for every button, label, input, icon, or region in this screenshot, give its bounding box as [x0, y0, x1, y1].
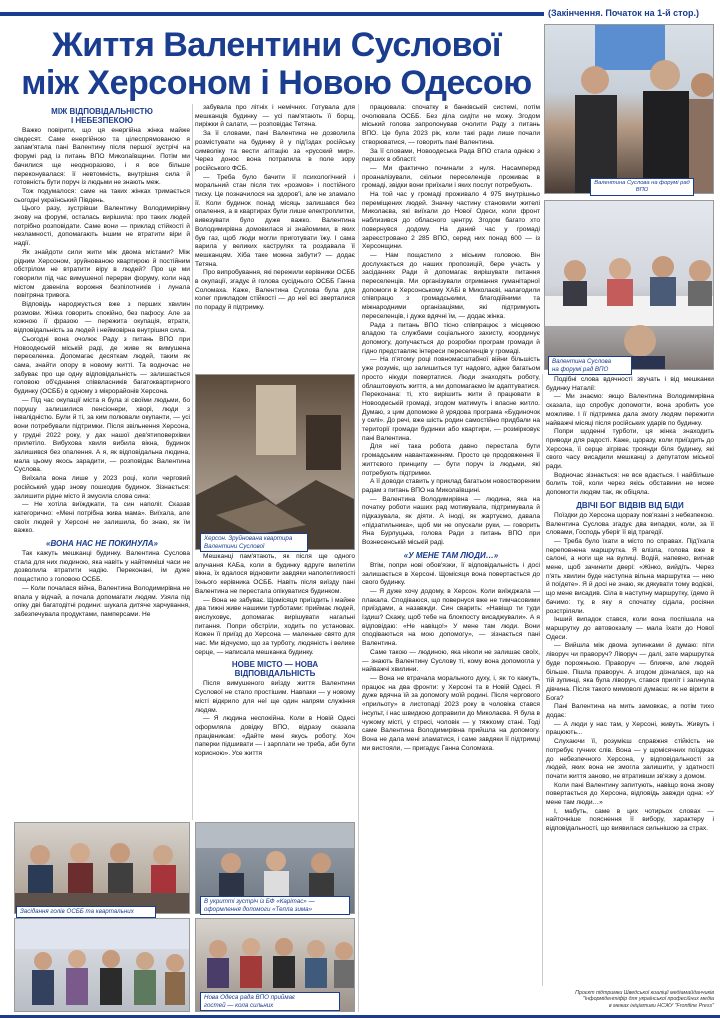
paragraph: Попри щоденні турботи, ця жінка знаходить приводи для радості. Каже, щоразу, коли приїздить до Херсона, її серце зігріває троянди біля будинку, які свого часу висадили мешканці з депутатом міської ради.	[546, 428, 714, 471]
subheading-new-city	[195, 660, 355, 678]
subheading-line: МІЖ ВІДПОВІДАЛЬНІСТЮ	[51, 107, 153, 116]
caption-shelter-meeting	[200, 896, 350, 915]
paragraph: Цього разу, зустрівши Валентину Володимирівну знову на форумі, осталась вирішила: про таких людей потрібно розповідати. Саме вони — приклад стійкості й незламності, допомагають іншим не втратити віри й надії.	[14, 205, 190, 248]
paragraph: Як знайдоти сили жити між двома містами? Між рідним Херсоном, зруйнованою квартирою й постійним обстрілом не втратити віру в людей? Про це ми говорили під час вимушеної перерви форуму, коли над містом дзвеніла ворожня безпілотників і лунала повітряна тривога.	[14, 248, 190, 300]
photo-council-guests	[14, 918, 190, 1012]
paragraph: — Вона не втрачала морального духу, і, як то кажуть, працює на два фронти: у Херсоні та в Новій Одесі. Я дуже вдячна їй за допомогу моїй родині. Після чергового «прильоту» в листопаді 2023 року в чоловіка стався інсульт, і нас швидкою доправили до Миколаєва. Я була в чужому місті, у стресі, чоловік — у тяжкому стані. Тоді саме Валентина Володимирівна прийшла на допомогу. Вона не дала мені зламатися, і саме завдяки її підтримці ми вистояли, — пригадує Ганна Соломаха.	[362, 675, 540, 752]
caption-council-line1: Нова Одеса рада ВПО приймає	[204, 994, 296, 1001]
paragraph: За її словами, Новоодеська Рада ВПО стала однією з перших в області:	[362, 147, 540, 164]
photo-osbb-meeting	[14, 822, 190, 914]
guests-people	[15, 919, 190, 1012]
paragraph: — А люди у нас там, у Херсоні, живуть. Живуть і працюють...	[546, 720, 714, 737]
column-2-bottom	[195, 553, 355, 819]
caption-destroyed-apartment	[200, 533, 308, 552]
caption-forum-2	[548, 356, 632, 375]
continuation-note: (Закінчення. Початок на 1-й стор.)	[548, 8, 699, 18]
subheading-did-not-leave: «ВОНА НАС НЕ ПОКИНУЛА»	[46, 539, 158, 549]
subheading-my-people: «У МЕНЕ ТАМ ЛЮДИ…»	[403, 550, 499, 560]
paragraph: Пані Валентина на мить замовкає, а потім тихо додає:	[546, 703, 714, 720]
credit-line: "Інформідентіфір для української професійних медіа	[582, 996, 714, 1003]
paragraph: — Я людина неспокійна. Коли в Новій Одесі оформляла довідку ВПО, відразу сказала працівникам: «Дайте мені якусь роботу. Хоч паперки підшивати — і зарплати не треба, аби бути корисною». Усе життя	[195, 715, 355, 758]
column-3	[362, 104, 540, 1012]
paragraph: Виїхала вона лише у 2023 році, коли черговий російський удар знову пошкодив будинок. Зізнається: залишити рідне місто й змусила слова сина:	[14, 475, 190, 500]
paragraph: А її доводи ставить у приклад багатьом новоствореним радам з питань ВПО на Миколаївщині.	[362, 478, 540, 494]
caption-apartment-line2: Валентини Суслової	[204, 542, 265, 550]
paragraph: І, мабуть, саме в цих чотирьох словах — найточніше пояснення її вибору, характеру і відповідальності, що виявилася сильнішою за страх.	[546, 807, 714, 833]
caption-apartment-line1: Херсон. Зруйнована квартира	[204, 535, 293, 542]
paragraph: — Вона не забуває. Щомісяця приїздить і майже два тижні живе нашими турботами: приймає людей, вислуховує, допомагає вирішувати нагальні питання. Попри обстріли, ходить по установах. Кожен її приїзд до Херсона — маленьке свято для нас. Ми відчуємо, що за турботу, людяність і велике серце, — написала мешканка будинку.	[195, 596, 355, 656]
paragraph: — На п'ятому році повномасштабної війни більшість уже розуміє, що залишиться тут надовго, адже багатьом просто нікуди повертатися. Люди знаходять роботу, облаштовують життя, а ми допомагаємо їм адаптуватися. Переконана: ті, хто вирішить жити й працювати в Новоодеській громаді, згодом матимуть і власне житло. Думаю, з цим допоможе й урядова програма «Будиночок у селі». До речі, вже шість родин самостійно придбали на території громади будинки або квартири, — розмірковує пані Валентина.	[362, 356, 540, 442]
paragraph: Тож подумалося: саме на таких жінках тримається сьогодні український Південь.	[14, 187, 190, 204]
paragraph: Важко повірити, що ця енергійна жінка майже сімдесят. Саме енергійною та цілеспрямованою я запам'ятала пані Валентину після першої зустрічі на форумі рад із питань ВПО Миколаївщини. Потім ми бачилися ще неодноразово, і я все більше переконувалася: її невтомність, внутрішня сила й готовність бути поруч із людьми не знають меж.	[14, 127, 190, 187]
top-rule	[0, 12, 544, 16]
photo-forum-2	[544, 200, 714, 370]
credit-line: в межах ініціативи НСЖУ "Frontline Press"	[608, 1002, 714, 1009]
meeting-people	[15, 823, 190, 914]
paragraph: забувала про літніх і немічних. Готувала для мешканців будинку — усі пам'ятають її борщ, пиріжки й салати, — розповідає Тетяна.	[195, 104, 355, 129]
paragraph: Подібні слова вдячності звучать і від мешканки будинку Наталії:	[546, 376, 714, 392]
caption-forum-1: Валентина Суслова на форумі рад ВПО	[590, 178, 694, 196]
column-divider	[542, 374, 543, 986]
caption-shelter-line1: В укритті зустріч із БФ «Карітас» —	[204, 898, 315, 905]
paragraph: Поїздки до Херсона щоразу пов'язані з небезпекою. Валентина Суслова згадує два випадки, коли, за її словами, Господь уберіг її від трагедії.	[546, 511, 714, 537]
paragraph: Рада з питань ВПО тісно співпрацює з місцевою владою та службами соціального захисту, координує допомогу, долучається до розробки програм громади й гідно представляє інтереси переселенців у громаді.	[362, 321, 540, 355]
paragraph: Для неї така робота давно перестала бути громадським навантаженням. Просто це продовження її життєвого принципу — бути поруч із людьми, які потребують підтримки.	[362, 443, 540, 477]
paragraph: — Під час окупації міста я була зі своїми людьми, бо порушу залишилися пенсіонери, хворі, люди з інвалідністю. Були й ті, за ким полювали окупанти, — усі вони потребували підтримки. Після звільнення Херсона, у грудні 2022 року, у дах нашої дев'ятиповерхівки прилетіло. Вибухова хвиля вибила вікна, будинок залишився без опалення. А я, як відповідальна людина, мала цьому якось зарадити, — розповідає Валентина Суслова.	[14, 396, 190, 474]
photo-destroyed-apartment	[195, 374, 355, 550]
paragraph: — Треба було їхати в місто по справах. Під'їхала переповнена маршрутка. Я влізла, голова вже в салоні, а ноги ще на вулиці. Водій, напевно, вигнав мене, щоб зачинити двері: «Жінко, вийдіть. Через п'ять хвилин буде наступна вільна маршрутка — нею й поїдете». Я й досі не знаю, як дякувати тому водієві, що мене висадив. Сіла в наступну маршрутку, їдемо й бачимо: ту, в яку я спочатку сідала, росіяни розстріляли.	[546, 537, 714, 615]
caption-forum-2-line1: Валентина Суслова	[552, 358, 612, 365]
paragraph: — Коли почалася війна, Валентина Володимирівна не впала у відчай, а почала допомагати людям. Узяла під опіку дві багатодітні родини: шукала дитяче харчування, забезпечувала продуктами, памперсами. Не	[14, 584, 190, 618]
paragraph: Так кажуть мешканці будинку. Валентина Суслова стала для них людиною, яка навіть у найтемніші часи не дозволила втратити надію. Переконані, ім дуже пощастило з головою ОСББ.	[14, 550, 190, 584]
people-figures	[545, 25, 714, 194]
column-4	[546, 376, 714, 988]
paragraph: За її словами, пані Валентина не дозволила розмістувати на будинку й у під'їздах російську символіку та вести агітацію за «русский мир». Через донос вона потрапила в поле зору російського ФСБ.	[195, 130, 355, 172]
caption-council-line2: гостей — кола сильних	[204, 1001, 274, 1009]
paragraph: Після вимушеного виїзду життя Валентини Суслової не стало простішим. Навпаки — у новому місті відкрило для неї ще один напрям служіння людям.	[195, 680, 355, 714]
caption-osbb-meeting: Засідання голів ОСББ та квартальних	[16, 906, 156, 918]
caption-novaodesa-council	[200, 992, 340, 1011]
paragraph: Відповідь народжується вже з перших хвилин розмови. Жінка говорить спокійно, без пафосу. Але за кожною її фразою — пережита окупація, втрати, відповідальність за людей і неймовірна внутрішня сила.	[14, 301, 190, 335]
column-1	[14, 104, 190, 818]
paragraph: Сьогодні вона очолює Раду з питань ВПО при Новоодеській міській раді, де живе як вимушена переселенка. Допомагає десяткам людей, таким як сама, знайти опору в новому житті. Та водночас не забуває про ще одну відповідальність — залишається головою об'єднання співвласників багатоквартирного будинку (ОСББ) в одному з мікрорайонів Херсона.	[14, 335, 190, 396]
paragraph: — Не хотіла виїжджати, та син наполіг. Сказав категорично: «Мені потрібна жива мама». Виїхала, але своїх людей у Херсоні не залишила, бо знаю, як їм важко.	[14, 501, 190, 535]
bottom-rule	[0, 1015, 720, 1018]
paragraph: На той час у громаді проживало 4 975 внутрішньо переміщених людей. Значну частину становили жителі Миколаєва, які виїхали до Нової Одеси, коли фронт наблизився до обласного центру. Згодом багато хто повернувся додому. На даний час у громаді зареєстровано 2 285 ВПО, серед них понад 600 — із Херсонщини.	[362, 191, 540, 251]
paragraph: Коли пані Валентину запитують, навіщо вона знову повертається до Херсона, відповідь завжди одна: «У мене там люди…»	[546, 781, 714, 807]
caption-shelter-line2: оформлення допомоги «Тепла зима»	[204, 905, 313, 913]
paragraph: — Ми знаємо: якщо Валентина Володимирівна сказала, що спробує допомогти, вона зробить усе можливе. І її підтримка дала змогу людям пережити найважчі місяці після російських ударів по будинку.	[546, 393, 714, 427]
meeting-figures	[545, 201, 714, 370]
paragraph: — Ми фактично починали з нуля. Насамперед проаналізували, скільки переселенців проживає в громаді, звідки вони приїхали і яких послуг потребують.	[362, 164, 540, 190]
paragraph: — Треба було бачити її психологічний і моральний стан після тих «розмов» і постійного тиску. Це позначилося на здоров'ї, але не зламало її. Коли будинок понад місяць залишався без опалення, а в квартирах були лише електроплитки, вивезувати було дуже важко. Валентина Володимирівна домовилася зі знайомими, в яких був газ, щоб люди могли приготувати їжу. І сама варила у великих каструлях та роздавала її мешканцям. Хіба таке можна забути? — додає Тетяна.	[195, 173, 355, 268]
paragraph: — Валентина Володимирівна — людина, яка на початку роботи наших рад мотивувала, підтримувала й підказувала, як діяти. А іноді, як жартуємо, давала «підзатильника», щоб ми не опускали руки, — говорить Яна Бурлуцька, голова Ради з питань ВПО при Вознесенській міській раді.	[362, 495, 540, 547]
headline-line-1: Життя Валентини Суслової	[52, 26, 501, 64]
debris-shapes	[196, 375, 355, 550]
paragraph: — Вийшла між двома зупинками й думаю: піти ліворуч чи праворуч? Ліворуч — далі, зате маршрутка буде порожньою. Праворуч — ближче, але людей більше. Пішла праворуч. А згодом дізналася, що на тій зупинці, яка була ліворуч, стався приліт і загинула дівчина. Після такого мимоволі думаєш: як не вірити в Бога?	[546, 642, 714, 702]
subheading-god-saved: ДВІЧІ БОГ ВІДВІВ ВІД БІДИ	[576, 500, 684, 510]
caption-forum-2-line2: на форумі рад ВПО	[552, 365, 609, 373]
paragraph: Саме такою — людиною, яка ніколи не залишає своїх, — знають Валентину Суслову ті, кому вона допомогла у найважчі хвилини.	[362, 648, 540, 674]
photo-forum-1	[544, 24, 714, 194]
subheading-line: І НЕБЕЗПЕКОЮ	[70, 116, 134, 125]
article-headline	[14, 26, 539, 102]
subheading-responsibility	[14, 107, 190, 125]
paragraph: Мешканці пам'ятають, як після ще одного влучання КАБа, коли в будинку вдруге вилетіли вікна, їх вдалося відновити завдяки наполегливості їхнього керівника ОСББ. Навіть після виїзду пані Валентина не перестала опікуватися будинком.	[195, 553, 355, 595]
paragraph: Водночас зізнається: не все вдається. І найбільше болить той, коли через якісь обставини не може допомогти людям так, як обіцяла.	[546, 471, 714, 497]
paragraph: — Я дуже хочу додому, в Херсон. Коли виїжджала — плакала. Сподіваюся, що повернуся вже не тимчасовими приїздами, а назавжди. Син сварить: «Навіщо ти туди їздиш? Скажу, щоб тебе на блокпосту висаджували». А я відповідаю: «Не навіщо!» У мене там люди. Вони сподіваються на мою допомогу», — зізнається пані Валентина.	[362, 587, 540, 648]
paragraph: Втім, попри нові обов'язки, її відповідальність і досі залишається в Херсоні. Щомісяця вона повертається до свого будинку.	[362, 561, 540, 587]
column-divider	[358, 104, 359, 1012]
column-divider	[192, 104, 193, 820]
project-credit	[548, 990, 714, 1009]
paragraph: Інший випадок стався, коли вона поспішала на маршрутку до автовокзалу — мала їхати до Нової Одеси.	[546, 616, 714, 641]
paragraph: працювала: спочатку в банківській системі, потім очолювала ОСББ. Без діла сидіти не можу. Згодом міський голова запропонував очолити Раду з питань ВПО. Це була 2023 рік, коли такі ради лише почали створюватися, — говорить пані Валентина.	[362, 104, 540, 146]
headline-line-2: між Херсоном і Новою Одесою	[21, 64, 532, 102]
paragraph: — Нам пощастило з міським головою. Він дослухається до наших пропозицій, бере участь у засіданнях Ради й допомагає вирішувати питання переселенців. Ми організували отримання гуманітарної допомоги в Херсонському ХАБі в Миколаєві, налагодили співпрацю з громадськими, благодійними та міжнародними організаціями, які підтримують переселенців, і дуже вдячні їм, — додає жінка.	[362, 251, 540, 320]
subheading-line: НОВЕ МІСТО — НОВА	[231, 660, 319, 670]
subheading-line: ВІДПОВІДАЛЬНІСТЬ	[234, 669, 316, 679]
paragraph: Слухаючи її, розумієш справжня стійкість не потребує гучних слів. Вона — у щомісячних поїздках до небезпечного Херсона, у відповідальності за людей, яких вона не змогла залишити, у здатності почати життя заново, не втративши зв'язку з домом.	[546, 738, 714, 780]
column-2-top	[195, 104, 355, 372]
credit-line: Проєкт підтримки Шведської коаліції медіамайданчиків	[575, 990, 714, 996]
paragraph: Про випробування, які пережили керівники ОСББ в окупації, згадує й голова сусіднього ОСББ Ганна Соломаха. Каже, Валентина Суслова була для колег прикладом стійкості — до неї всі зверталися по пораду й підтримку.	[195, 269, 355, 312]
